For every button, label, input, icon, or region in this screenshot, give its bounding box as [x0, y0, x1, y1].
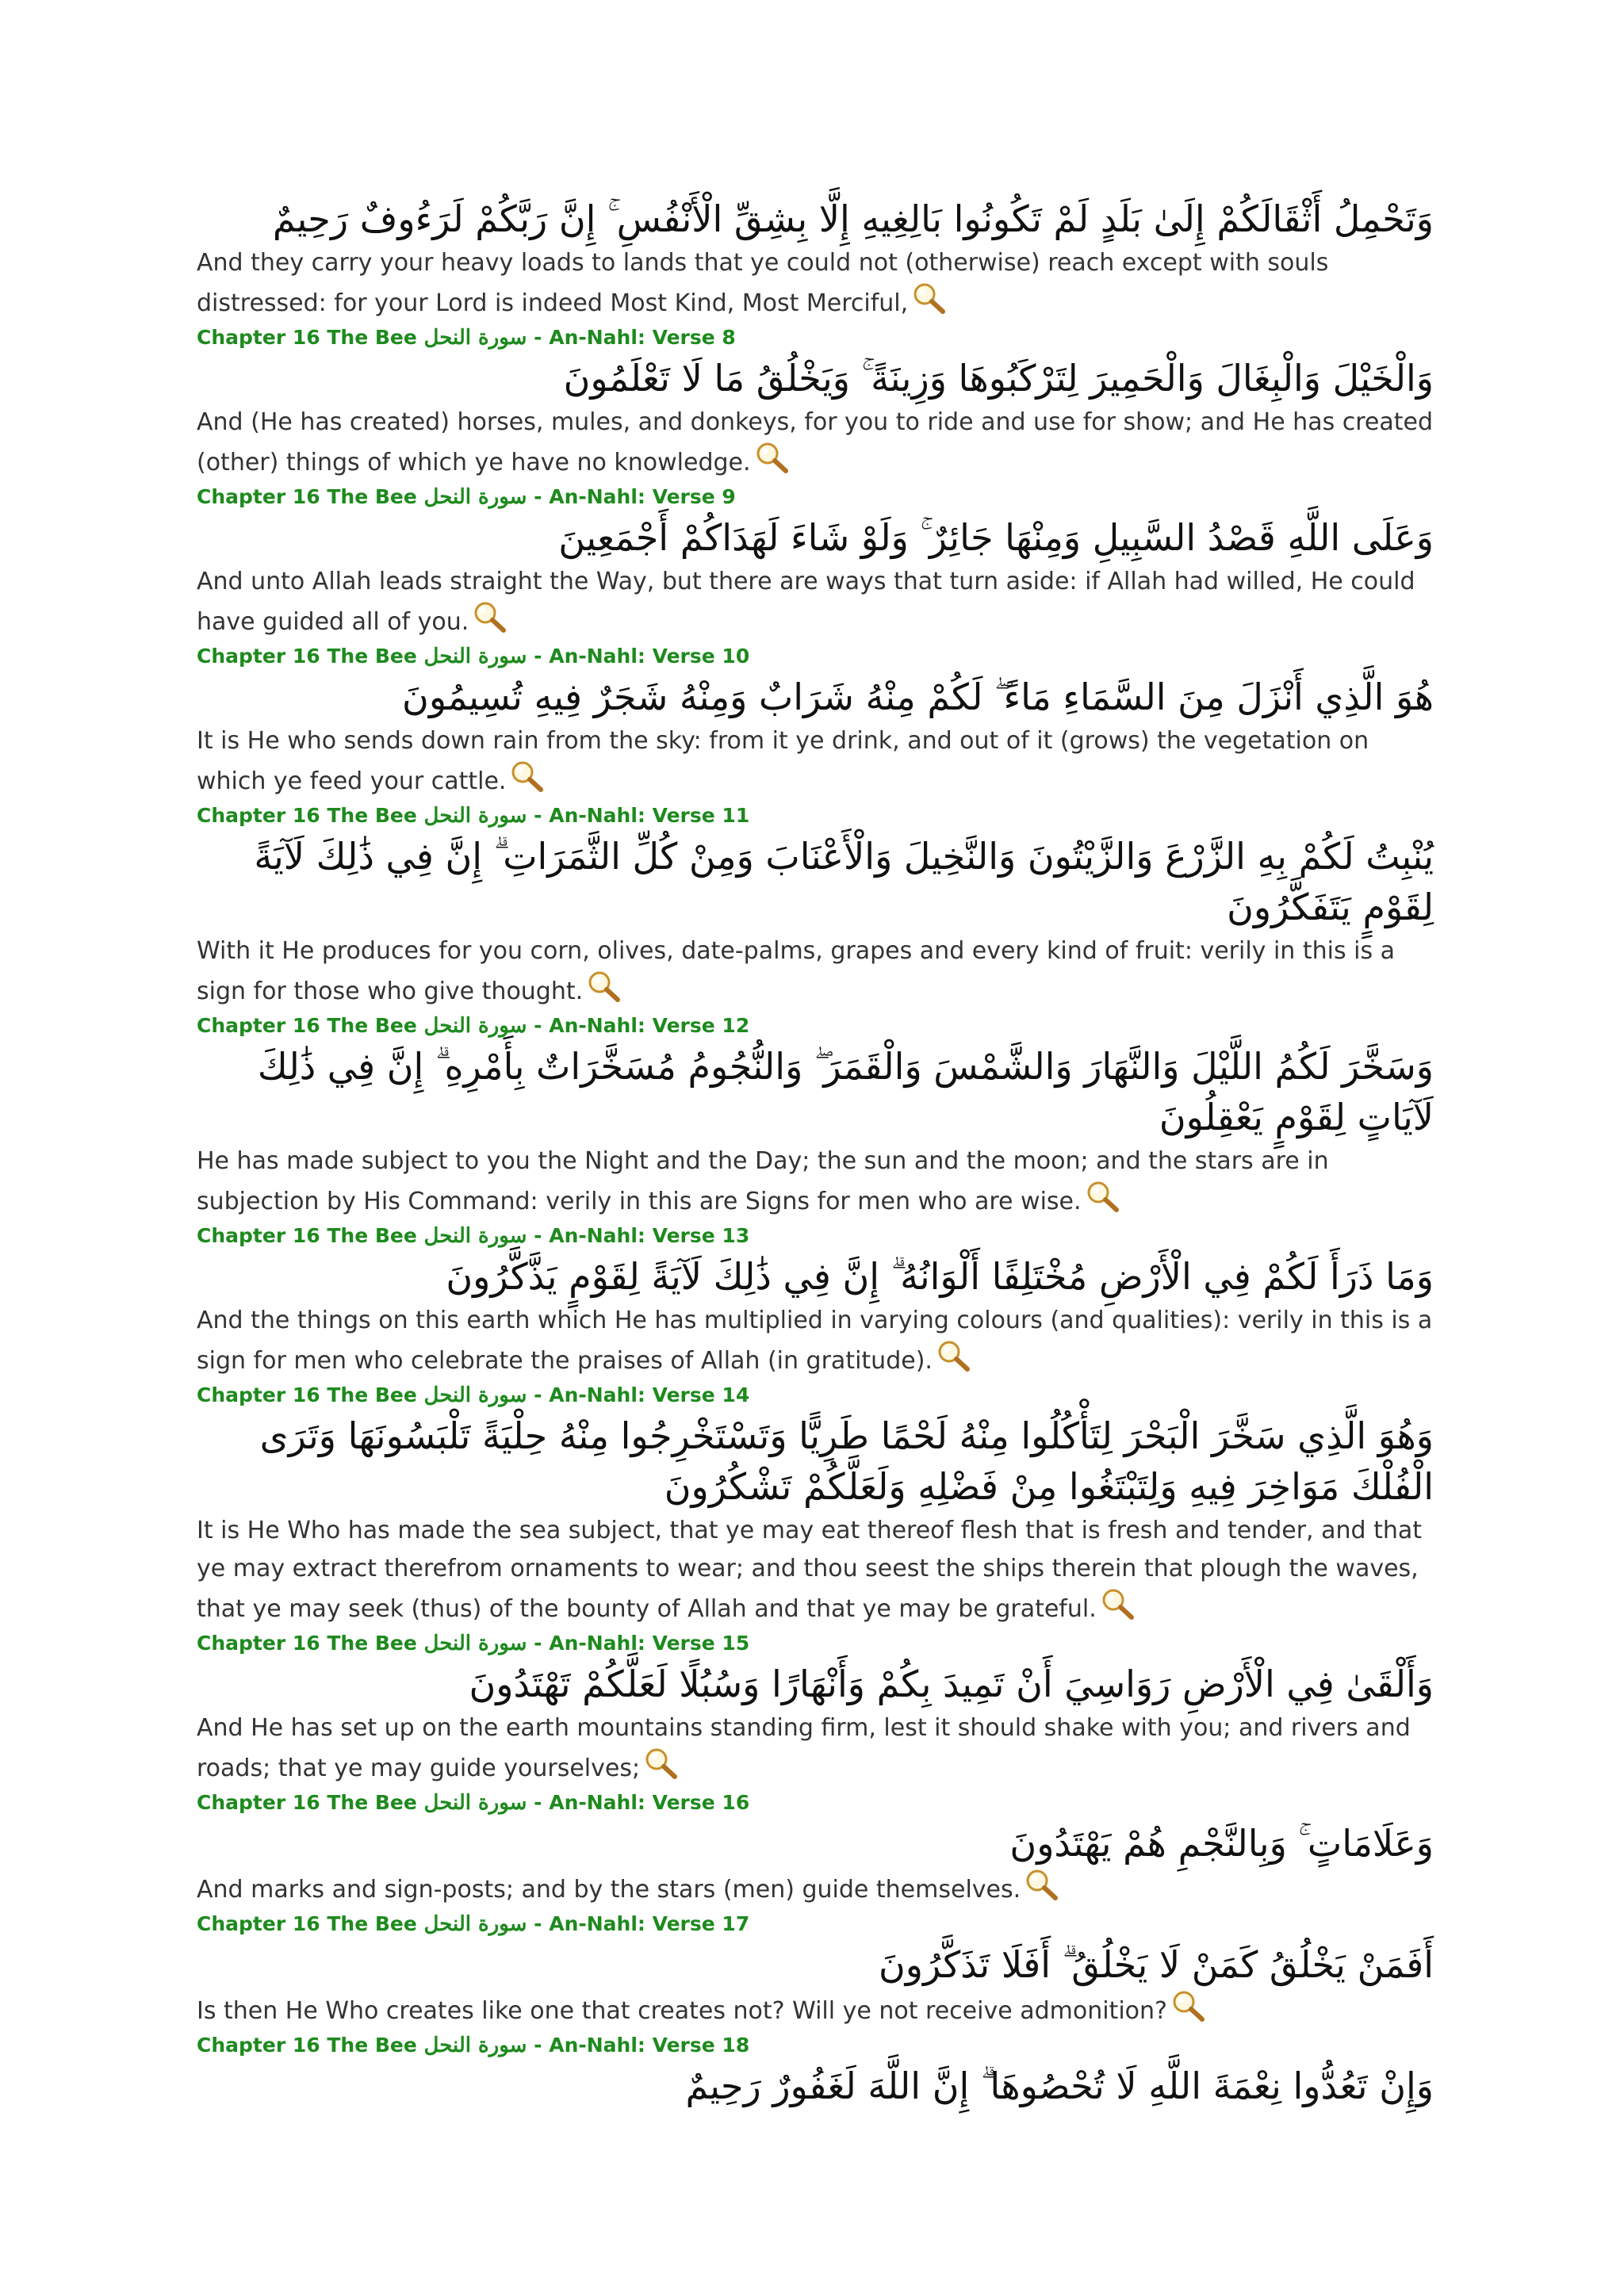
verse-header-suffix: - An-Nahl: Verse 15	[527, 1632, 750, 1655]
translation-body: And they carry your heavy loads to lands that ye could not (otherwise) reach except with souls distressed: for your Lord is indeed Most Kind, Most Merciful,	[197, 249, 1329, 317]
translation-body: Is then He Who creates like one that creates not? Will ye not receive admonition?	[197, 1997, 1167, 2025]
verse-header[interactable]	[197, 641, 1434, 672]
magnifier-icon[interactable]	[509, 760, 544, 792]
arabic-text: هُوَ الَّذِي أَنْزَلَ مِنَ السَّمَاءِ مَاءً ۖ لَكُمْ مِنْهُ شَرَابٌ وَمِنْهُ شَجَرٌ فِيهِ تُسِيمُونَ	[402, 675, 1434, 718]
verse-block	[197, 1221, 1434, 1380]
verse-header[interactable]	[197, 323, 1434, 353]
arabic-text: يُنْبِتُ لَكُمْ بِهِ الزَّرْعَ وَالزَّيْتُونَ وَالنَّخِيلَ وَالْأَعْنَابَ وَمِنْ كُلِّ الثَّمَرَاتِ ۗ إِنَّ فِي ذَٰلِكَ لَآيَةً لِقَوْمٍ يَتَفَكَّرُونَ	[254, 835, 1434, 928]
verse-header-prefix: Chapter 16 The Bee	[197, 1383, 424, 1406]
verse-block	[197, 1011, 1434, 1221]
surah-name-arabic: سورة النحل	[423, 645, 527, 668]
verse-header-suffix: - An-Nahl: Verse 12	[527, 1014, 750, 1037]
translation-body: He has made subject to you the Night and the Day; the sun and the moon; and the stars are in subjection by His Command: verily in this are Signs for men who are wise.	[197, 1147, 1329, 1215]
translation-text	[197, 404, 1434, 482]
translation-body: And marks and sign-posts; and by the stars (men) guide themselves.	[197, 1876, 1021, 1904]
arabic-text: وَالْخَيْلَ وَالْبِغَالَ وَالْحَمِيرَ لِتَرْكَبُوهَا وَزِينَةً ۚ وَيَخْلُقُ مَا لَا تَعْلَمُونَ	[563, 357, 1434, 400]
verse-header-suffix: - An-Nahl: Verse 14	[527, 1383, 750, 1406]
verse-header-prefix: Chapter 16 The Bee	[197, 2034, 424, 2057]
verse-block	[197, 641, 1434, 801]
translation-text	[197, 244, 1434, 323]
verse-header-suffix: - An-Nahl: Verse 8	[527, 326, 736, 349]
verse-header-suffix: - An-Nahl: Verse 18	[527, 2034, 750, 2057]
arabic-text: وَتَحْمِلُ أَثْقَالَكُمْ إِلَىٰ بَلَدٍ لَمْ تَكُونُوا بَالِغِيهِ إِلَّا بِشِقِّ الْأَنْفُسِ ۚ إِنَّ رَبَّكُمْ لَرَءُوفٌ رَحِيمٌ	[272, 197, 1434, 240]
verse-header-suffix: - An-Nahl: Verse 16	[527, 1791, 750, 1814]
translation-text	[197, 932, 1434, 1011]
translation-text	[197, 563, 1434, 641]
arabic-text: وَهُوَ الَّذِي سَخَّرَ الْبَحْرَ لِتَأْكُلُوا مِنْهُ لَحْمًا طَرِيًّا وَتَسْتَخْرِجُوا مِنْهُ حِلْيَةً تَلْبَسُونَهَا وَتَرَى الْفُلْكَ مَوَاخِرَ فِيهِ وَلِتَبْتَغُوا مِنْ فَضْلِهِ وَلَعَلَّكُمْ تَشْكُرُونَ	[259, 1414, 1434, 1508]
verse-header[interactable]	[197, 1909, 1434, 1939]
verse-block-7	[197, 193, 1434, 323]
arabic-text: وَسَخَّرَ لَكُمُ اللَّيْلَ وَالنَّهَارَ وَالشَّمْسَ وَالْقَمَرَ ۖ وَالنُّجُومُ مُسَخَّرَاتٌ بِأَمْرِهِ ۗ إِنَّ فِي ذَٰلِكَ لَآيَاتٍ لِقَوْمٍ يَعْقِلُونَ	[257, 1045, 1434, 1138]
surah-name-arabic: سورة النحل	[423, 1224, 527, 1248]
verse-header-prefix: Chapter 16 The Bee	[197, 326, 424, 349]
translation-text	[197, 1709, 1434, 1788]
verse-header[interactable]	[197, 2030, 1434, 2061]
verse-header[interactable]	[197, 1788, 1434, 1818]
verse-header[interactable]	[197, 1221, 1434, 1251]
translation-body: With it He produces for you corn, olives, date-palms, grapes and every kind of fruit: verily in this is a sign for those who give thought.	[197, 937, 1396, 1005]
verse-block	[197, 1628, 1434, 1788]
arabic-text: وَعَلَامَاتٍ ۚ وَبِالنَّجْمِ هُمْ يَهْتَدُونَ	[1009, 1822, 1434, 1865]
magnifier-icon[interactable]	[1100, 1588, 1135, 1620]
verse-block	[197, 1909, 1434, 2030]
verse-header[interactable]	[197, 1380, 1434, 1410]
translation-text	[197, 1142, 1434, 1221]
arabic-text: وَعَلَى اللَّهِ قَصْدُ السَّبِيلِ وَمِنْهَا جَائِرٌ ۚ وَلَوْ شَاءَ لَهَدَاكُمْ أَجْمَعِينَ	[558, 516, 1434, 559]
verse-header-prefix: Chapter 16 The Bee	[197, 1632, 424, 1655]
surah-name-arabic: سورة النحل	[423, 1383, 527, 1407]
verse-block	[197, 801, 1434, 1011]
magnifier-icon[interactable]	[586, 970, 621, 1002]
translation-body: It is He Who has made the sea subject, that ye may eat thereof flesh that is fresh and tender, and that ye may extract therefrom ornaments to wear; and thou seest the ships therein that plough the waves, that ye may seek (thus) of the bounty of Allah and that ye may be grateful.	[197, 1517, 1422, 1623]
magnifier-icon[interactable]	[911, 282, 946, 314]
verse-block	[197, 1380, 1434, 1628]
verse-block	[197, 1788, 1434, 1909]
verse-block	[197, 2030, 1434, 2111]
arabic-text: أَفَمَنْ يَخْلُقُ كَمَنْ لَا يَخْلُقُ ۗ أَفَلَا تَذَكَّرُونَ	[879, 1943, 1434, 1986]
translation-text	[197, 1512, 1434, 1628]
surah-name-arabic: سورة النحل	[423, 1014, 527, 1038]
verse-header-suffix: - An-Nahl: Verse 11	[527, 804, 750, 827]
magnifier-icon[interactable]	[1170, 1990, 1205, 2022]
arabic-text: وَأَلْقَىٰ فِي الْأَرْضِ رَوَاسِيَ أَنْ تَمِيدَ بِكُمْ وَأَنْهَارًا وَسُبُلًا لَعَلَّكُمْ تَهْتَدُونَ	[469, 1663, 1434, 1705]
verse-header[interactable]	[197, 1628, 1434, 1659]
verse-header-suffix: - An-Nahl: Verse 13	[527, 1224, 750, 1247]
surah-name-arabic: سورة النحل	[423, 804, 527, 828]
magnifier-icon[interactable]	[1024, 1869, 1059, 1900]
verse-header[interactable]	[197, 801, 1434, 831]
verse-block	[197, 323, 1434, 482]
arabic-text: وَمَا ذَرَأَ لَكُمْ فِي الْأَرْضِ مُخْتَلِفًا أَلْوَانُهُ ۗ إِنَّ فِي ذَٰلِكَ لَآيَةً لِقَوْمٍ يَذَّكَّرُونَ	[446, 1255, 1434, 1298]
verse-header-suffix: - An-Nahl: Verse 9	[527, 485, 736, 508]
verse-list	[197, 193, 1434, 2111]
verse-header-prefix: Chapter 16 The Bee	[197, 1791, 424, 1814]
verse-header-prefix: Chapter 16 The Bee	[197, 485, 424, 508]
translation-body: It is He who sends down rain from the sky: from it ye drink, and out of it (grows) the vegetation on which ye feed your cattle.	[197, 727, 1369, 795]
verse-header[interactable]	[197, 482, 1434, 512]
verse-header-suffix: - An-Nahl: Verse 10	[527, 645, 750, 668]
translation-body: And (He has created) horses, mules, and donkeys, for you to ride and use for show; and He has created (other) things of which ye have no knowledge.	[197, 408, 1434, 476]
verse-header[interactable]	[197, 1011, 1434, 1041]
surah-name-arabic: سورة النحل	[423, 326, 527, 350]
magnifier-icon[interactable]	[472, 601, 507, 633]
translation-text	[197, 722, 1434, 801]
surah-name-arabic: سورة النحل	[423, 485, 527, 509]
verse-header-prefix: Chapter 16 The Bee	[197, 1912, 424, 1935]
translation-text	[197, 1990, 1434, 2030]
magnifier-icon[interactable]	[643, 1747, 678, 1779]
magnifier-icon[interactable]	[1085, 1181, 1120, 1212]
translation-text	[197, 1302, 1434, 1380]
verse-header-prefix: Chapter 16 The Bee	[197, 1014, 424, 1037]
verse-header-suffix: - An-Nahl: Verse 17	[527, 1912, 750, 1935]
translation-text	[197, 1869, 1434, 1909]
magnifier-icon[interactable]	[936, 1340, 971, 1372]
surah-name-arabic: سورة النحل	[423, 1632, 527, 1655]
translation-body: And unto Allah leads straight the Way, but there are ways that turn aside: if Allah had willed, He could have guided all of you.	[197, 568, 1415, 636]
verse-header-prefix: Chapter 16 The Bee	[197, 645, 424, 668]
arabic-text: وَإِنْ تَعُدُّوا نِعْمَةَ اللَّهِ لَا تُحْصُوهَا ۗ إِنَّ اللَّهَ لَغَفُورٌ رَحِيمٌ	[685, 2064, 1434, 2107]
surah-name-arabic: سورة النحل	[423, 2034, 527, 2057]
surah-name-arabic: سورة النحل	[423, 1912, 527, 1936]
verse-header-prefix: Chapter 16 The Bee	[197, 1224, 424, 1247]
translation-body: And He has set up on the earth mountains standing firm, lest it should shake with you; and rivers and roads; that ye may guide yourselves;	[197, 1714, 1411, 1782]
verse-header-prefix: Chapter 16 The Bee	[197, 804, 424, 827]
translation-body: And the things on this earth which He has multiplied in varying colours (and qualities): verily in this is a sign for men who celebrate the praises of Allah (in gratitude).	[197, 1307, 1433, 1375]
magnifier-icon[interactable]	[754, 442, 789, 473]
surah-name-arabic: سورة النحل	[423, 1791, 527, 1815]
verse-block	[197, 482, 1434, 641]
